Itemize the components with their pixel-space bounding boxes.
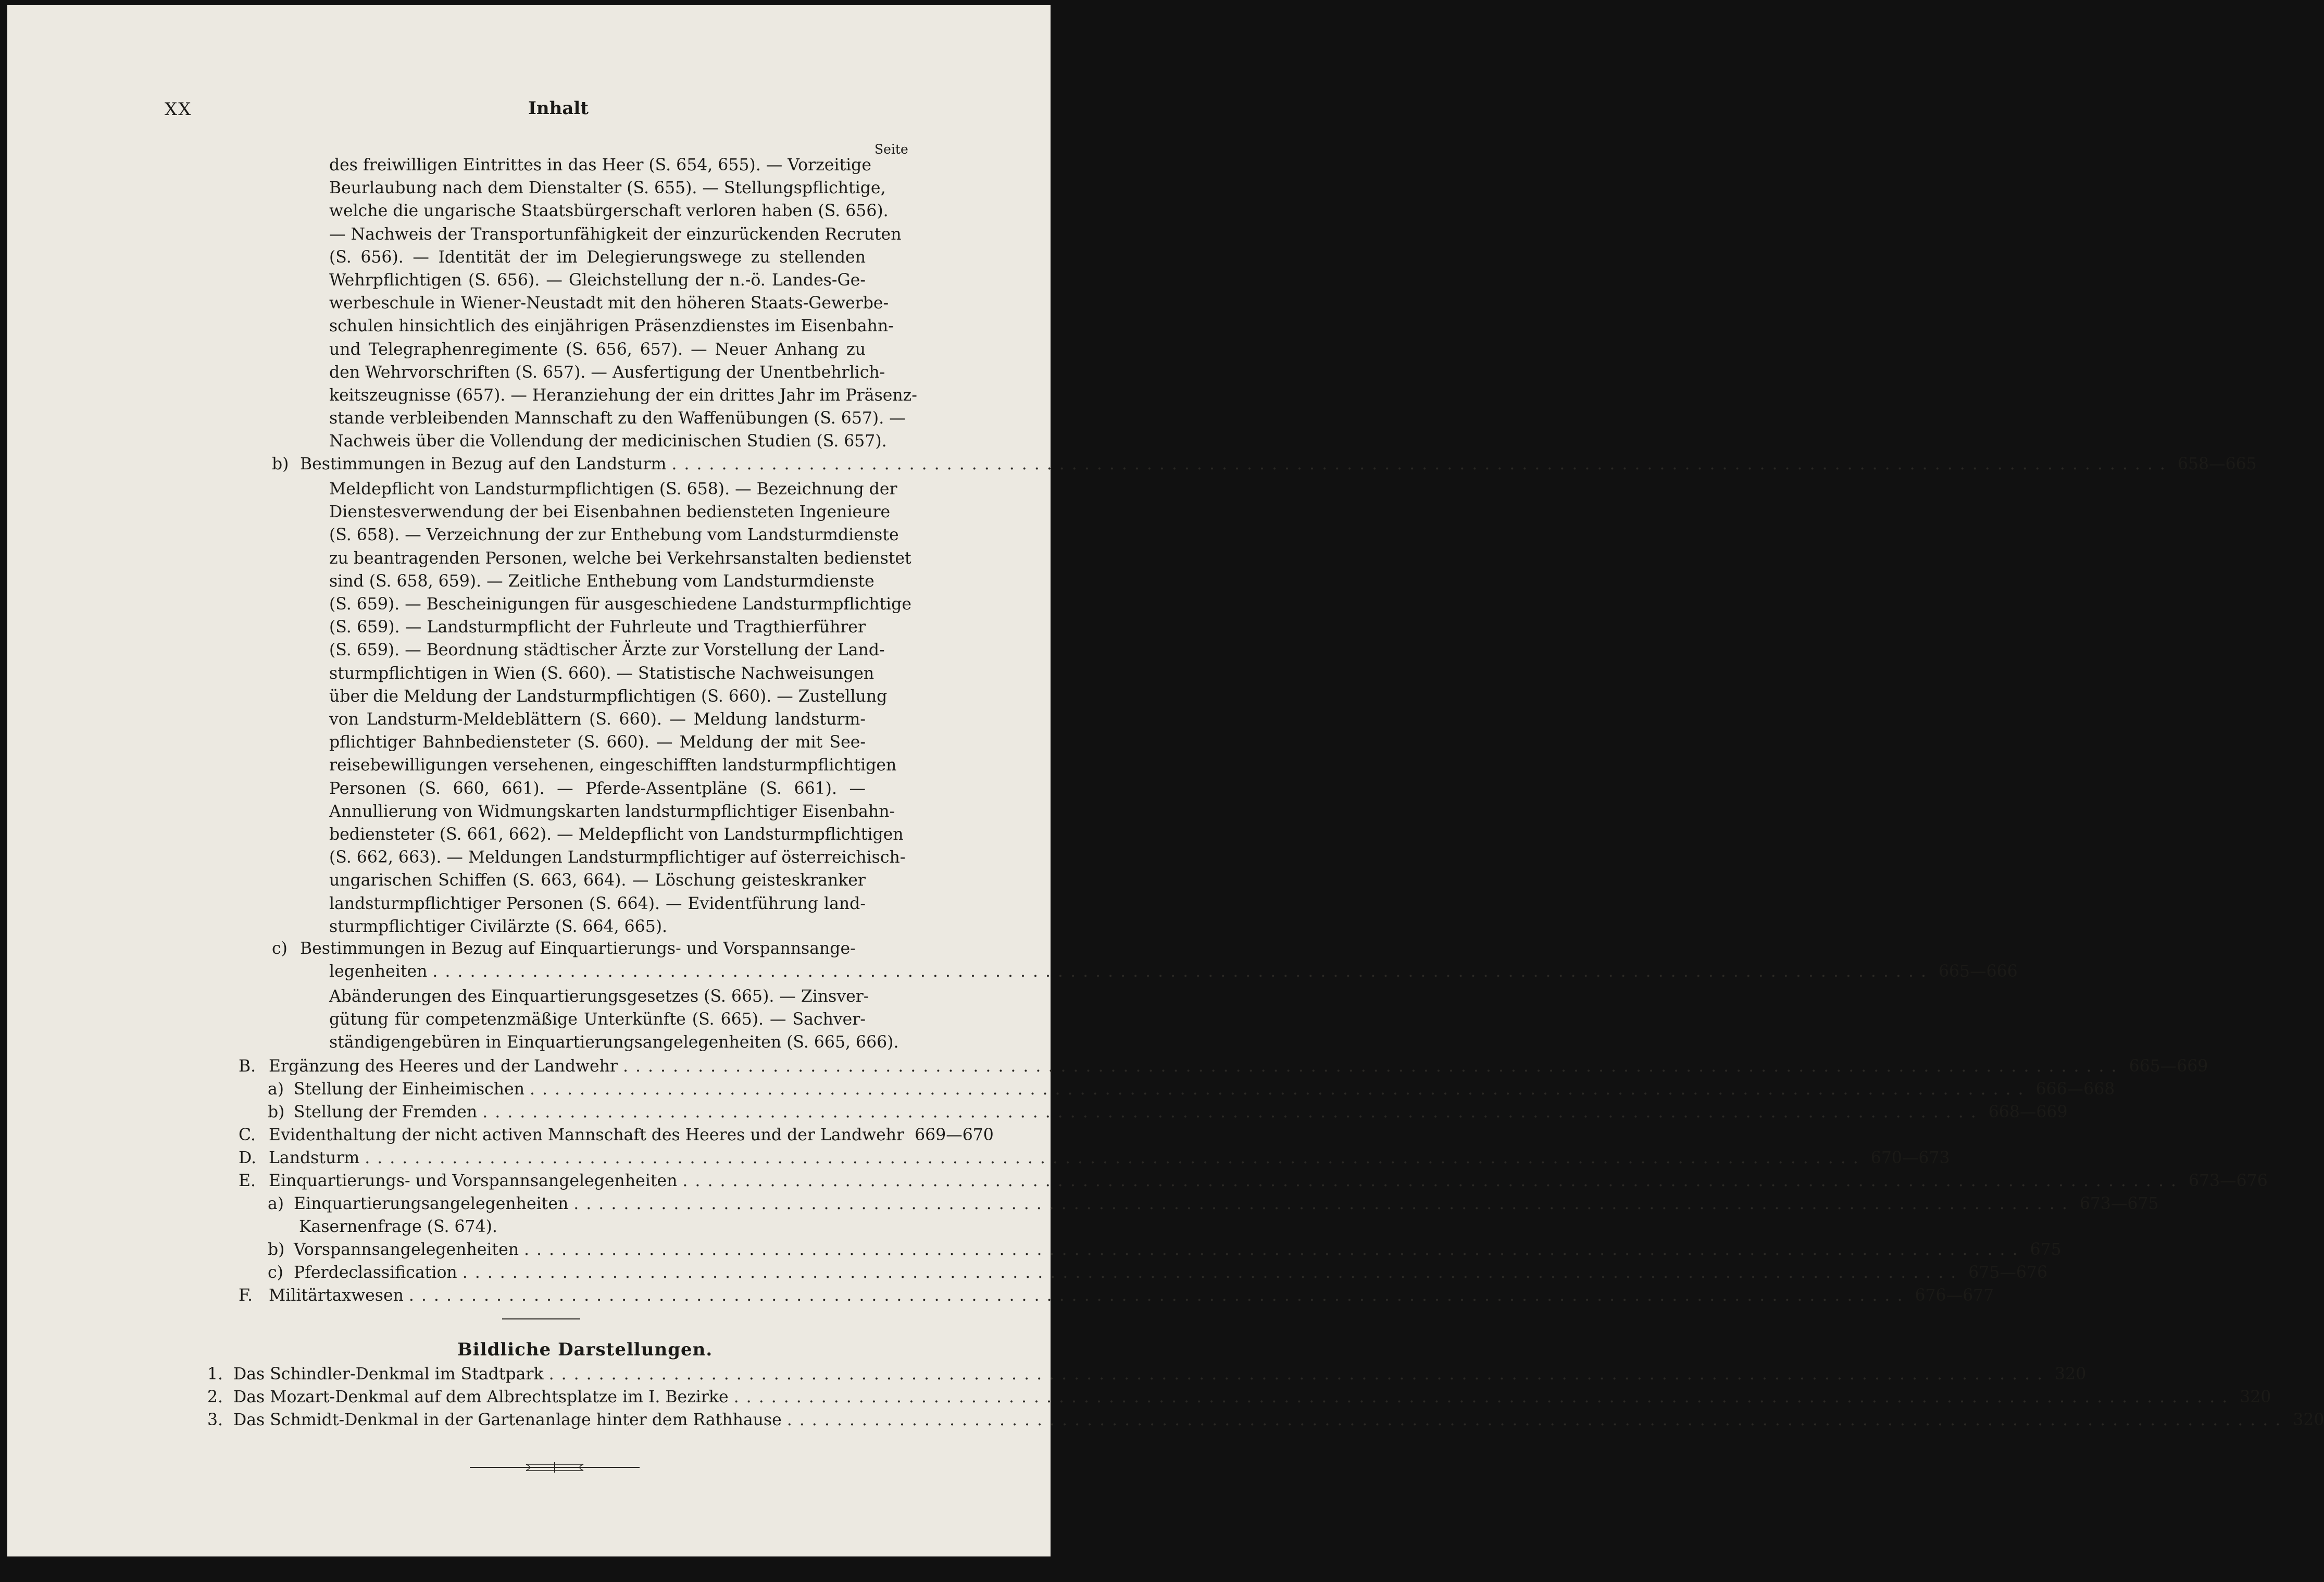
illustration-number: 3. [207,1411,223,1429]
paragraph-line: ständigengebüren in Einquartierungsangelegenheiten (S. 665, 666). [329,1033,899,1052]
paragraph-line: — Nachweis der Transportunfähigkeit der einzurückenden Recruten [329,225,902,244]
toc-entry-marker: a) [268,1194,284,1213]
leader-dots: ........................................................................................................................ [733,1388,2235,1406]
leader-dots: ........................................................................................................................ [671,455,2172,474]
einquartierung-paragraph [329,985,899,1054]
toc-entry-title: Landsturm [269,1149,360,1167]
toc-entry-title: Kasernenfrage (S. 674). [299,1217,497,1236]
paragraph-line: des freiwilligen Eintrittes in das Heer (S. 654, 655). — Vorzeitige [329,156,871,175]
paragraph-line: zu beantragenden Personen, welche bei Verkehrsanstalten bedienstet [329,549,911,568]
leader-dots: ........................................................................................................................ [682,1172,2183,1190]
paragraph-line: pflichtiger Bahnbediensteter (S. 660). — Meldung der mit See- [329,733,866,752]
toc-entry-pages: 675—676 [1968,1263,2048,1282]
paragraph-line: sturmpflichtigen in Wien (S. 660). — Statistische Nachweisungen [329,664,874,683]
intro-paragraph [329,154,917,453]
illustration-title: Das Mozart-Denkmal auf dem Albrechtsplatze im I. Bezirke [233,1388,729,1406]
leader-dots: ........................................................................................................................ [462,1263,1964,1282]
toc-entry-marker: E. [239,1172,256,1190]
toc-entry-pages: 675 [2030,1240,2061,1259]
page-title: Inhalt [528,98,589,119]
paragraph-line: stande verbleibenden Mannschaft zu den Waffenübungen (S. 657). — [329,409,906,428]
leader-dots: ........................................................................................................................ [573,1194,2075,1213]
toc-entry-pages: 676—677 [1915,1286,1994,1305]
page-number: XX [165,99,192,120]
paragraph-line: Dienstesverwendung der bei Eisenbahnen bediensteten Ingenieure [329,503,891,522]
paragraph-line: über die Meldung der Landsturmpflichtigen (S. 660). — Zustellung [329,687,888,706]
toc-entry-title: Vorspannsangelegenheiten [294,1240,519,1259]
toc-entry-title: Stellung der Einheimischen [294,1080,524,1099]
toc-entry-pages: 666—668 [2035,1080,2115,1099]
toc-entry-title-continuation: legenheiten [329,962,428,981]
toc-entry-title: Pferdeclassification [294,1263,457,1282]
landsturm-paragraph [329,478,912,938]
paragraph-line: schulen hinsichtlich des einjährigen Präsenzdienstes im Eisenbahn- [329,317,894,336]
leader-dots: ........................................................................................................................ [524,1240,2025,1259]
toc-entry-pages: 658—665 [2177,455,2257,474]
toc-entry-title: Militärtaxwesen [269,1286,404,1305]
toc-entry[interactable] [239,1126,994,1149]
paragraph-line: sind (S. 658, 659). — Zeitliche Enthebung vom Landsturmdienste [329,571,874,591]
toc-entry[interactable] [268,1240,2061,1263]
toc-entry-marker: c) [272,939,288,958]
leader-dots: ........................................................................................................................ [408,1286,1910,1305]
paragraph-line: Nachweis über die Vollendung der medicinischen Studien (S. 657). [329,432,887,451]
paragraph-line: Meldepflicht von Landsturmpflichtigen (S. 658). — Bezeichnung der [329,480,897,499]
toc-entry-title: Evidenthaltung der nicht activen Mannschaft des Heeres und der Landwehr [269,1126,905,1144]
toc-entry[interactable] [268,1263,2048,1286]
toc-entry[interactable] [268,1080,2115,1103]
toc-entry-pages: 670—673 [1870,1149,1950,1167]
leader-dots: ........................................................................................................................ [482,1103,1983,1122]
paragraph-line: bediensteter (S. 661, 662). — Meldepflicht von Landsturmpflichtigen [329,825,904,844]
toc-entry-title: Bestimmungen in Bezug auf den Landsturm [300,455,667,474]
illustration-entry[interactable] [207,1365,2086,1388]
toc-entry-marker: b) [272,455,289,474]
toc-entry-marker: C. [239,1126,256,1144]
leader-dots: ........................................................................................................................ [365,1149,1866,1167]
toc-entry-marker: b) [268,1240,285,1259]
toc-entry-landsturm-bestimmungen[interactable] [272,455,2257,478]
ornament-divider-icon [470,1460,640,1475]
toc-entry-pages: 673—675 [2079,1194,2159,1213]
illustration-title: Das Schmidt-Denkmal in der Gartenanlage hinter dem Rathhause [233,1411,782,1429]
toc-entry-marker: B. [239,1057,256,1076]
paragraph-line: keitszeugnisse (657). — Heranziehung der ein drittes Jahr im Präsenz- [329,386,917,405]
toc-entry-pages: 673—676 [2188,1172,2268,1190]
paragraph-line: werbeschule in Wiener-Neustadt mit den höheren Staats-Gewerbe- [329,294,889,313]
illustration-page: 320 [2293,1411,2324,1429]
leader-dots: ........................................................................................................................ [530,1080,2031,1099]
paragraph-line: und Telegraphenregimente (S. 656, 657). — Neuer Anhang zu [329,340,866,359]
paragraph-line: (S. 662, 663). — Meldungen Landsturmpflichtiger auf österreichisch- [329,848,906,867]
paragraph-line: Abänderungen des Einquartierungsgesetzes (S. 665). — Zinsver- [329,987,869,1006]
leader-dots: ........................................................................................................................ [623,1057,2124,1076]
leader-dots: ........................................................................................................................ [432,962,1933,981]
toc-entry[interactable] [239,1149,1950,1172]
seite-column-label: Seite [874,142,908,157]
illustration-number: 1. [207,1365,223,1384]
toc-entry-title: Einquartierungsangelegenheiten [294,1194,569,1213]
paragraph-line: (S. 659). — Landsturmpflicht der Fuhrleute und Tragthierführer [329,618,866,637]
paragraph-line: den Wehrvorschriften (S. 657). — Ausfertigung der Unentbehrlich- [329,363,885,382]
illustration-page: 320 [2240,1388,2271,1406]
toc-entry-title: Einquartierungs- und Vorspannsangelegenheiten [269,1172,678,1190]
paragraph-line: Annullierung von Widmungskarten landsturmpflichtiger Eisenbahn- [329,802,895,821]
illustration-page: 320 [2055,1365,2086,1384]
toc-entry[interactable] [239,1286,1994,1309]
illustration-number: 2. [207,1388,223,1406]
toc-entry[interactable] [239,1172,2268,1194]
toc-entry-pages: 665—666 [1938,962,2018,981]
paragraph-line: (S. 659). — Bescheinigungen für ausgeschiedene Landsturmpflichtige [329,595,912,614]
toc-entry-marker: F. [239,1286,253,1305]
toc-entry[interactable] [299,1217,950,1240]
toc-entry-title: Stellung der Fremden [294,1103,478,1122]
illustration-entry[interactable] [207,1388,2271,1411]
paragraph-line: von Landsturm-Meldeblättern (S. 660). — Meldung landsturm- [329,710,866,729]
paragraph-line: (S. 656). — Identität der im Delegierungswege zu stellenden [329,247,866,267]
paragraph-line: (S. 659). — Beordnung städtischer Ärzte zur Vorstellung der Land- [329,641,885,660]
toc-entry-marker: a) [268,1080,284,1099]
toc-entry-title: Ergänzung des Heeres und der Landwehr [269,1057,618,1076]
section-divider [502,1318,580,1319]
toc-entry-pages: 668—669 [1988,1103,2068,1122]
toc-entry[interactable] [239,1057,2208,1080]
paragraph-line: reisebewilligungen versehenen, eingeschifften landsturmpflichtigen [329,756,897,775]
paragraph-line: gütung für competenzmäßige Unterkünfte (S. 665). — Sachver- [329,1010,866,1029]
paragraph-line: (S. 658). — Verzeichnung der zur Enthebung vom Landsturmdienste [329,526,899,545]
paragraph-line: ungarischen Schiffen (S. 663, 664). — Löschung geisteskranker [329,871,866,890]
toc-entry-title: Bestimmungen in Bezug auf Einquartierungs- und Vorspannsange- [300,939,856,958]
paragraph-line: welche die ungarische Staatsbürgerschaft verloren haben (S. 656). [329,202,889,221]
illustration-title: Das Schindler-Denkmal im Stadtpark [233,1365,544,1384]
paragraph-line: landsturmpflichtiger Personen (S. 664). — Evidentführung land- [329,894,866,913]
toc-entry[interactable] [268,1103,2068,1126]
toc-entry-marker: b) [268,1103,285,1122]
paragraph-line: Wehrpflichtigen (S. 656). — Gleichstellung der n.-ö. Landes-Ge- [329,271,866,290]
illustration-entry[interactable] [207,1411,2324,1434]
leader-dots: ........................................................................................................................ [786,1411,2288,1429]
paragraph-line: sturmpflichtiger Civilärzte (S. 664, 665). [329,917,668,936]
toc-entry-marker: D. [239,1149,257,1167]
illustrations-heading: Bildliche Darstellungen. [457,1339,713,1360]
toc-entry-pages: 665—669 [2129,1057,2208,1076]
toc-entry[interactable] [268,1194,2159,1217]
toc-entry-pages: 669—670 [915,1126,994,1144]
paragraph-line: Personen (S. 660, 661). — Pferde-Assentpläne (S. 661). — [329,779,866,798]
toc-entry-marker: c) [268,1263,283,1282]
leader-dots: ........................................................................................................................ [548,1365,2050,1384]
document-page [7,5,2324,1556]
paragraph-line: Beurlaubung nach dem Dienstalter (S. 655). — Stellungspflichtige, [329,179,886,198]
